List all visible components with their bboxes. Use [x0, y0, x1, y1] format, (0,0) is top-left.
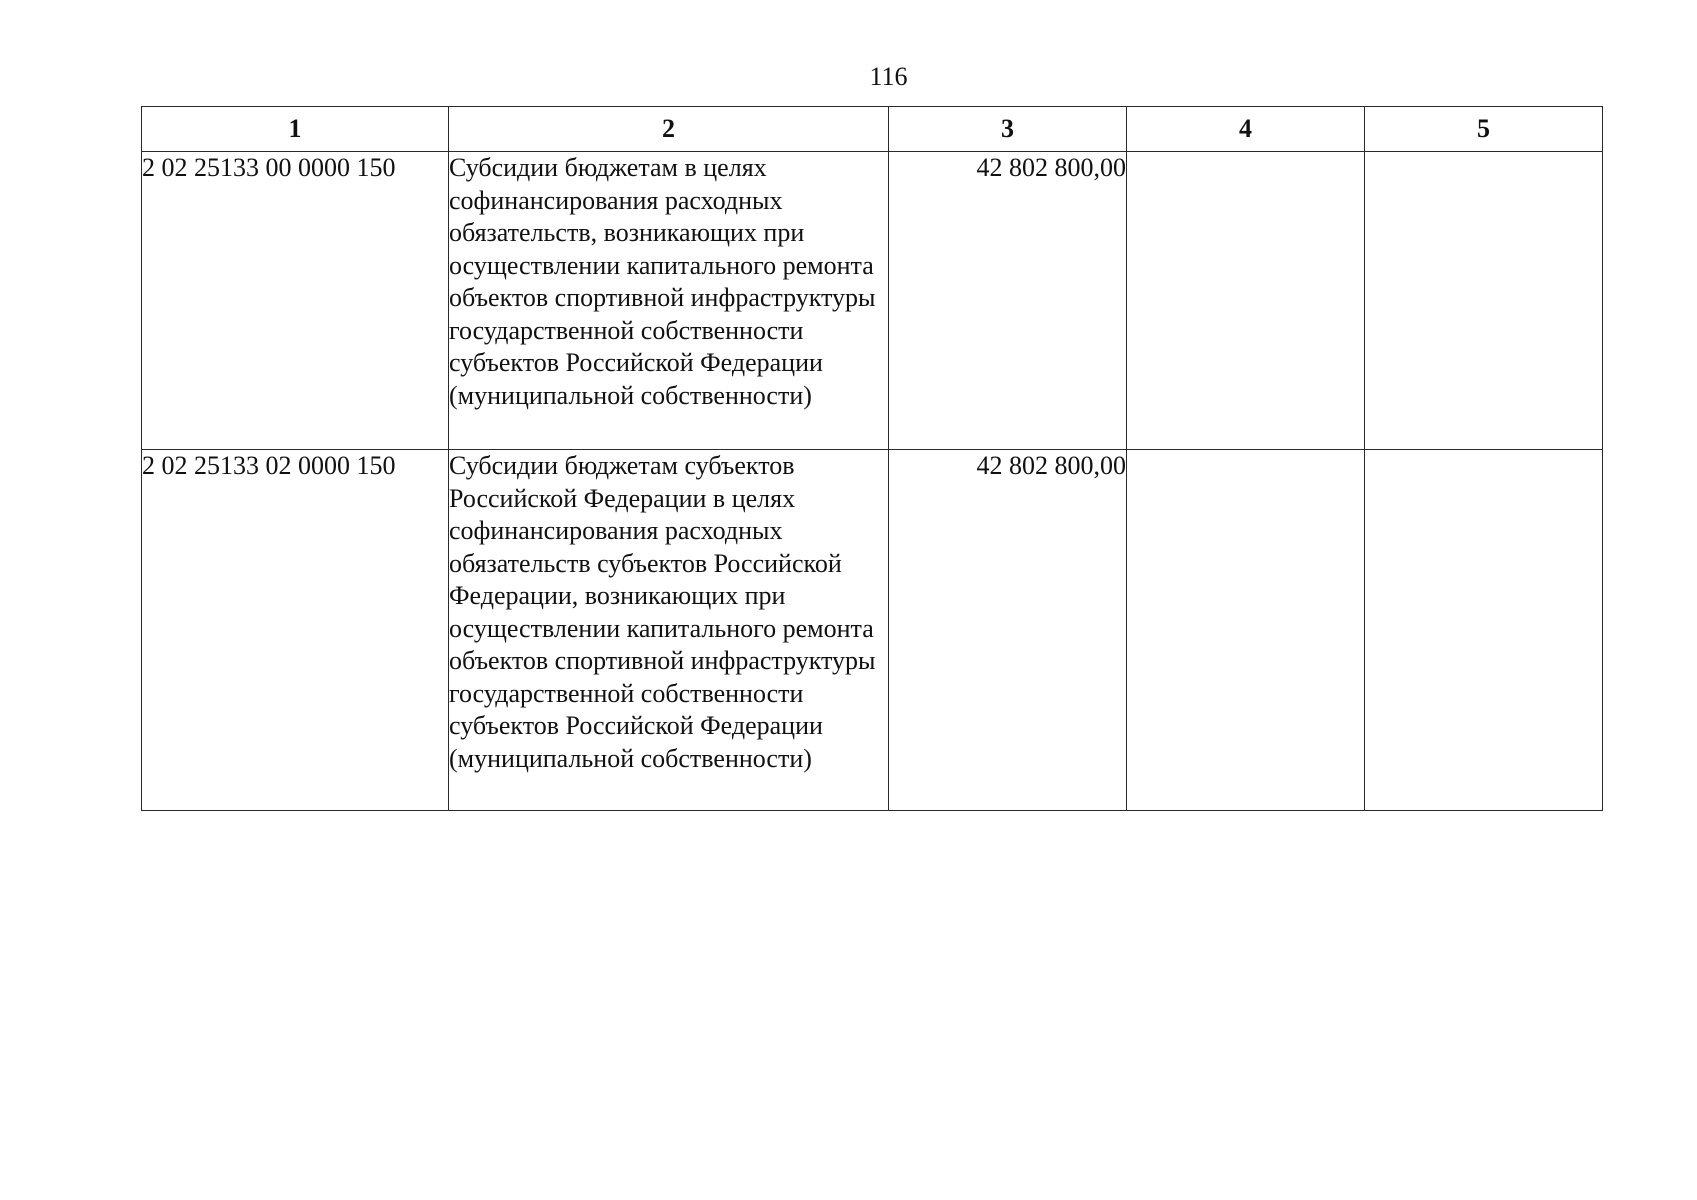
amount-cell: 42 802 800,00 — [889, 450, 1127, 811]
column-header-5: 5 — [1365, 107, 1603, 152]
description-cell: Субсидии бюджетам субъектов Российской Федерации в целях софинансирования расходных обязательств субъектов Российской Федерации, возникающих при осуществлении капитального ремонта объектов спортивной инфраструктуры государственной собственности субъектов Российской Федерации (муниципальной собственности) — [449, 450, 889, 811]
budget-code-cell: 2 02 25133 02 0000 150 — [142, 450, 449, 811]
table-row — [142, 450, 1603, 811]
column-4-cell — [1127, 152, 1365, 450]
budget-code-cell: 2 02 25133 00 0000 150 — [142, 152, 449, 450]
column-header-3: 3 — [889, 107, 1127, 152]
table-row — [142, 152, 1603, 450]
description-cell: Субсидии бюджетам в целях софинансирования расходных обязательств, возникающих при осуществлении капитального ремонта объектов спортивной инфраструктуры государственной собственности субъектов Российской Федерации (муниципальной собственности) — [449, 152, 889, 450]
column-header-1: 1 — [142, 107, 449, 152]
page-number: 116 — [869, 62, 908, 91]
column-5-cell — [1365, 450, 1603, 811]
amount-cell: 42 802 800,00 — [889, 152, 1127, 450]
column-5-cell — [1365, 152, 1603, 450]
table-header-row — [142, 107, 1603, 152]
column-4-cell — [1127, 450, 1365, 811]
column-header-2: 2 — [449, 107, 889, 152]
column-header-4: 4 — [1127, 107, 1365, 152]
budget-table — [141, 106, 1603, 811]
